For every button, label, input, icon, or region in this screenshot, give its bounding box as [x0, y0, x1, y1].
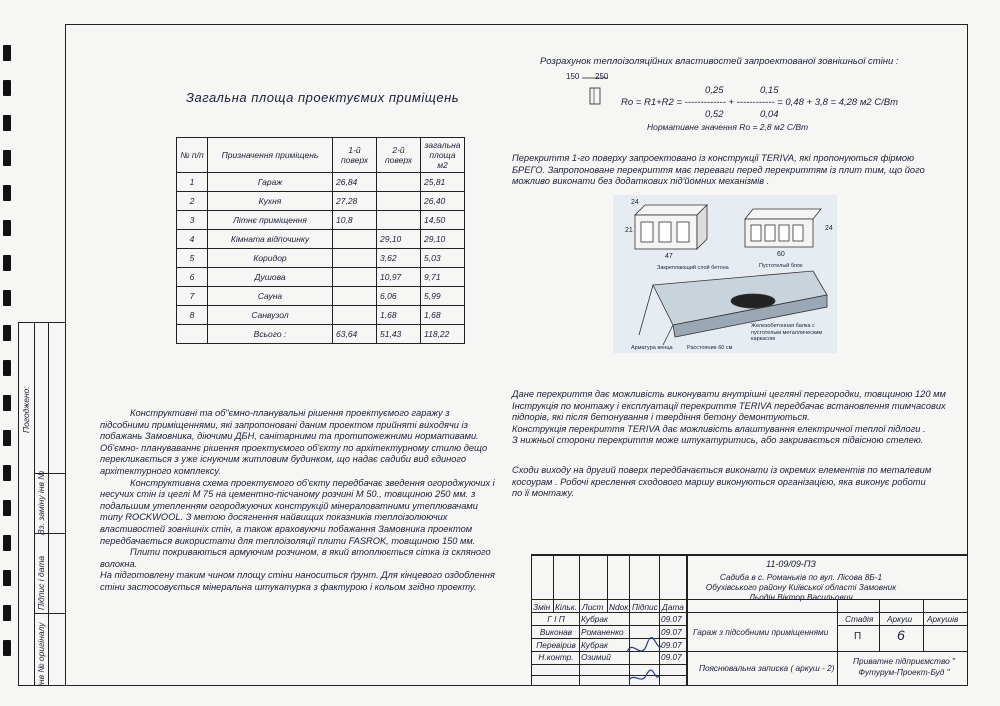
title-block [531, 554, 968, 686]
table-row [177, 230, 465, 249]
stamp-address: Садиба в с. Романьків по вул. Лісова 8Б-1 Обухівського району Київської області Замовник Льодін Віктор Васильович [705, 572, 897, 602]
right-paragraph-2a: Дане перекриття дає можливість виконувати внутрішні цеглянї перегородки, товщиною 120 мм [512, 389, 946, 399]
left-paragraph-1: Конструктивні та об"ємно-планувальні рішення проектуємого гаражу з підсобними приміщеннями, які запропоновані даним проектом прийняті виходячи із побажань Замовника, діючими ДБН, санітарними та протипожежними нормативами. Об'ємно- плануваваннє рішення проектуємого об'єкту по архітектурному стилю дещо перекликається з уже існуючим житловим будинком, що надає садиби вид єдиного архітектурного комплексу. [100, 408, 488, 476]
cell-name: Душова [208, 268, 333, 287]
cell-floor2 [377, 211, 421, 230]
calc-title: Розрахунок теплоізоляційних властивостей запроектованої зовнішньої стіни : [540, 56, 899, 67]
wall-section-sketch [566, 70, 626, 110]
stamp-role-date: 09.07 [661, 627, 682, 637]
stamp-org: Приватне підприємство " Футурум-Проект-Буд " [853, 656, 955, 677]
cell-total: 5,03 [421, 249, 465, 268]
right-paragraph-2c: Конструкція перекриття TERIVA дає можливість влаштування електричної теплої підлоги . [512, 423, 926, 434]
cell-name: Кухня [208, 192, 333, 211]
stamp-role-name: Романенко [581, 627, 624, 637]
diagram-label-spacing: Расстояние 60 см [687, 345, 733, 351]
stamp-role-name: Озимий [581, 652, 611, 662]
cell-name: Сауна [208, 287, 333, 306]
stamp-role: Н.контр. [538, 652, 574, 662]
cell-num: 5 [177, 249, 208, 268]
cell-num: 7 [177, 287, 208, 306]
diagram-label-rebar: Арматура венца [631, 345, 673, 351]
stamp-arkush: 6 [897, 627, 905, 643]
calc-n2: 0,15 [760, 85, 779, 96]
stamp-role-date: 09.07 [661, 640, 682, 650]
cell-total: 9,71 [421, 268, 465, 287]
stamp-arkush-header: Аркуш [887, 614, 913, 624]
diagram-label-beam: Железобетонная балка с пустотелым металлическим каркасом [751, 323, 823, 342]
strip-agreed: Погоджено: [21, 386, 31, 433]
cell-floor2: 1,68 [377, 306, 421, 325]
cell-floor1: 27,28 [333, 192, 377, 211]
table-row [177, 211, 465, 230]
total-label: Всього : [208, 325, 333, 344]
stamp-h-list: Лист [582, 602, 604, 612]
left-paragraph-3: Плити покриваються армуючим розчином, в який втоплюється сітка із скляного волокна. [100, 547, 491, 569]
stamp-object: Гараж з підсобними приміщеннями [693, 627, 829, 637]
right-paragraph-2 [512, 389, 967, 447]
cell-floor2: 6,06 [377, 287, 421, 306]
cell-floor2 [377, 192, 421, 211]
cell-floor1: 26,84 [333, 173, 377, 192]
total-floor2: 51,43 [377, 325, 421, 344]
right-paragraph-2b: Інструкція по монтажу і експлуатації перекриття TERIVA передбачає встановлення тимчасових підпорів, які після бетонування і твердіння бетону демонтуються. [512, 400, 946, 423]
diagram-label-concrete: Закреплающий слой бетона [657, 265, 729, 271]
cell-num: 1 [177, 173, 208, 192]
stamp-role-name: Кубрак [581, 640, 608, 650]
stamp-role: Г І П [547, 614, 565, 624]
area-table-title: Загальна площа проектуємих приміщень [186, 90, 460, 105]
stamp-h-pidp: Підпис [632, 602, 658, 612]
strip-inv-replace: Вз. заміну інв № [36, 470, 46, 535]
cell-num: 3 [177, 211, 208, 230]
stamp-stadia: П [854, 631, 862, 642]
stamp-h-kilk: Кільк. [555, 602, 577, 612]
cell-name: Гараж [208, 173, 333, 192]
cell-name: Літнє приміщення [208, 211, 333, 230]
header-floor2: 2-й поверх [377, 138, 421, 173]
total-floor1: 63,64 [333, 325, 377, 344]
header-num: № п/п [177, 138, 208, 173]
cell-floor1 [333, 230, 377, 249]
diagram-label-block: Пустотелый блок [759, 263, 803, 269]
table-row [177, 249, 465, 268]
header-floor1: 1-й поверх [333, 138, 377, 173]
cell-num: 6 [177, 268, 208, 287]
cell-total: 5,99 [421, 287, 465, 306]
header-name: Призначення приміщень [208, 138, 333, 173]
strip-inv-orig: інв № оригіналу [36, 622, 46, 686]
right-paragraph-1: Перекриття 1-го поверху запроектовано із конструкції TERIVA, які пропонуються фірмою БРЕГО. Запропоноване перекриття має переваги перед перекриттям із плит тим, що його можливо виконати без додаткових під'йомних механізмів . [512, 153, 925, 187]
cell-total: 29,10 [421, 230, 465, 249]
stamp-role-date: 09.07 [661, 614, 682, 624]
table-row [177, 173, 465, 192]
left-paragraph-4: На підготовлену таким чином площу стіни наноситься ґрунт. Для кінцевого оздоблення стіни застосовується мінеральна штукатурка з фактурою і кольом згідно проекту. [100, 570, 495, 592]
stamp-doc: Пояснювальна записка ( аркуш - 2) [699, 663, 835, 673]
calc-d1: 0,52 [705, 109, 724, 120]
cell-total: 25,81 [421, 173, 465, 192]
cell-num: 4 [177, 230, 208, 249]
calc-n1: 0,25 [705, 85, 724, 96]
table-row [177, 268, 465, 287]
stamp-role-name: Кубрак [581, 614, 608, 624]
left-text-block [100, 408, 498, 594]
stamp-role: Перевірив [536, 640, 576, 650]
stamp-code: 11-09/09-ПЗ [766, 559, 816, 569]
stamp-h-data: Дата [662, 602, 684, 612]
cell-floor2: 3,62 [377, 249, 421, 268]
stamp-h-zmin: Змін [533, 602, 551, 612]
cell-floor1 [333, 268, 377, 287]
cell-total: 26,40 [421, 192, 465, 211]
total-total: 118,22 [421, 325, 465, 344]
table-row [177, 192, 465, 211]
cell-floor1 [333, 249, 377, 268]
diagram-dim-21: 21 [625, 227, 633, 234]
cell-floor1: 10,8 [333, 211, 377, 230]
cell-floor2: 29,10 [377, 230, 421, 249]
table-row [177, 306, 465, 325]
wall-dim-2: 250 [595, 72, 609, 81]
strip-sign-date: Підпис і дата [36, 555, 46, 610]
left-paragraph-2: Конструктивна схема проектуємого об'єкту передбачає зведення огороджуючих і несучих стін із цеглі М 75 на цементно-пісчаному розчині М 50., товщиною 250 мм. з подальшим утепленням огороджуючих конструкцій мінераловатними утеплювачами типу ROCKWOOL. З метою досягнення найвищих показників теплоізолюючих властивостей зовнішніх стін, а також враховуючи побажання Замовника проектом передбачається використати для теплоізоляції плити FASROK, товщиною 150 мм. [100, 477, 495, 546]
stamp-stadia-header: Стадія [845, 614, 874, 624]
table-row [177, 287, 465, 306]
calc-formula: Ro = R1+R2 = ------------- + ------------ = 0,48 + 3,8 = 4,28 м2 С/Вт [621, 97, 899, 108]
cell-name: Кімната відпочинку [208, 230, 333, 249]
cell-total: 1,68 [421, 306, 465, 325]
cell-total: 14,50 [421, 211, 465, 230]
diagram-dim-24: 24 [631, 199, 639, 206]
calc-norm: Нормативне значення Ro = 2,8 м2 С/Вт [647, 122, 809, 132]
wall-dim-1: 150 [566, 72, 580, 81]
diagram-dim-47: 47 [665, 253, 673, 260]
cell-num: 2 [177, 192, 208, 211]
cell-name: Коридор [208, 249, 333, 268]
table-header-row [177, 138, 465, 173]
cell-floor1 [333, 306, 377, 325]
area-table [176, 137, 465, 344]
signatures [623, 632, 663, 692]
right-paragraph-3: Сходи виходу на другий поверх передбачається виконати із окремих елементів по металевим косоурам . Робочі креслення сходового маршу виконуються організацією, яка виконує роботи по її монтажу. [512, 465, 932, 499]
stamp-role-date: 09.07 [661, 652, 682, 662]
calc-d2: 0,04 [760, 109, 779, 120]
diagram-dim-24b: 24 [825, 225, 833, 232]
cell-floor2 [377, 173, 421, 192]
cell-floor2: 10,97 [377, 268, 421, 287]
stamp-h-ndok: Ndок. [609, 602, 631, 612]
header-total: загальна площа м2 [421, 138, 465, 173]
stamp-role: Виконав [539, 627, 573, 637]
stamp-arkushiv-header: Аркушів [927, 614, 959, 624]
table-total-row [177, 325, 465, 344]
cell-name: Санвузол [208, 306, 333, 325]
diagram-dim-60: 60 [777, 251, 785, 258]
cell-floor1 [333, 287, 377, 306]
cell-num: 8 [177, 306, 208, 325]
right-paragraph-2d: З нижньої сторони перекриття може штукатуритись, або закривається підвісною стелею. [512, 435, 924, 446]
teriva-diagram [613, 195, 837, 353]
